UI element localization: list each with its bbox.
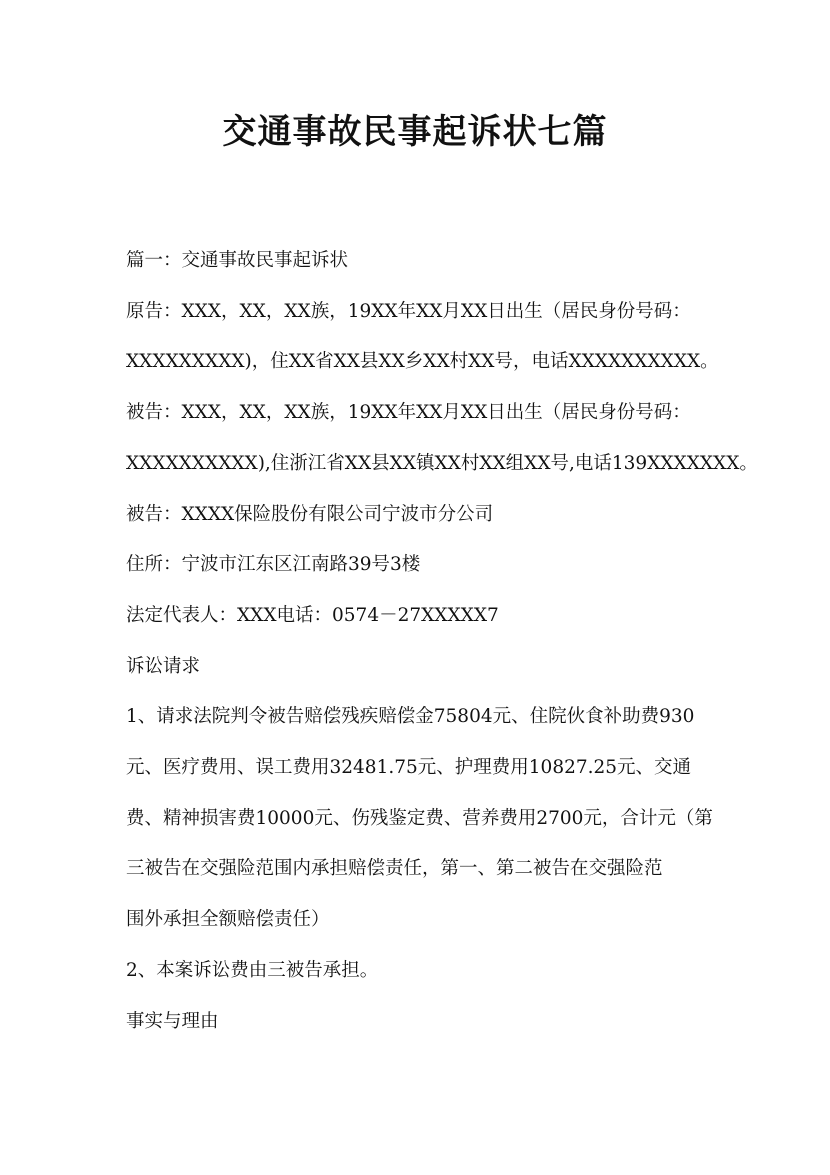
paragraph-line: 事实与理由 <box>126 1010 219 1032</box>
paragraph-line: XXXXXXXXXX),住浙江省XX县XX镇XX村XX组XX号,电话139XXXXXXX。 <box>126 452 758 474</box>
paragraph-line: 1、请求法院判令被告赔偿残疾赔偿金75804元、住院伙食补助费930 <box>126 706 695 728</box>
paragraph-line: 原告：XXX，XX，XX族，19XX年XX月XX日出生（居民身份号码： <box>126 300 691 322</box>
paragraph-line: 篇一：交通事故民事起诉状 <box>126 250 349 271</box>
paragraph-line: 被告：XXXX保险股份有限公司宁波市分公司 <box>126 503 494 525</box>
paragraph-line: XXXXXXXXX)，住XX省XX县XX乡XX村XX号，电话XXXXXXXXXX。 <box>126 351 719 373</box>
paragraph-line: 被告：XXX，XX，XX族，19XX年XX月XX日出生（居民身份号码： <box>126 402 691 424</box>
document-title: 交通事故民事起诉状七篇 <box>222 112 608 152</box>
paragraph-line: 费、精神损害费10000元、伤残鉴定费、营养费用2700元，合计元（第 <box>126 807 713 829</box>
paragraph-line: 2、本案诉讼费由三被告承担。 <box>126 959 379 981</box>
paragraph-line: 法定代表人：XXX电话：0574－27XXXXX7 <box>126 604 499 626</box>
paragraph-line: 三被告在交强险范围内承担赔偿责任，第一、第二被告在交强险范 <box>126 858 663 880</box>
paragraph-line: 元、医疗费用、误工费用32481.75元、护理费用10827.25元、交通 <box>126 757 692 778</box>
paragraph-line: 诉讼请求 <box>126 655 201 677</box>
paragraph-line: 住所：宁波市江东区江南路39号3楼 <box>126 554 421 576</box>
paragraph-line: 围外承担全额赔偿责任） <box>126 909 330 931</box>
